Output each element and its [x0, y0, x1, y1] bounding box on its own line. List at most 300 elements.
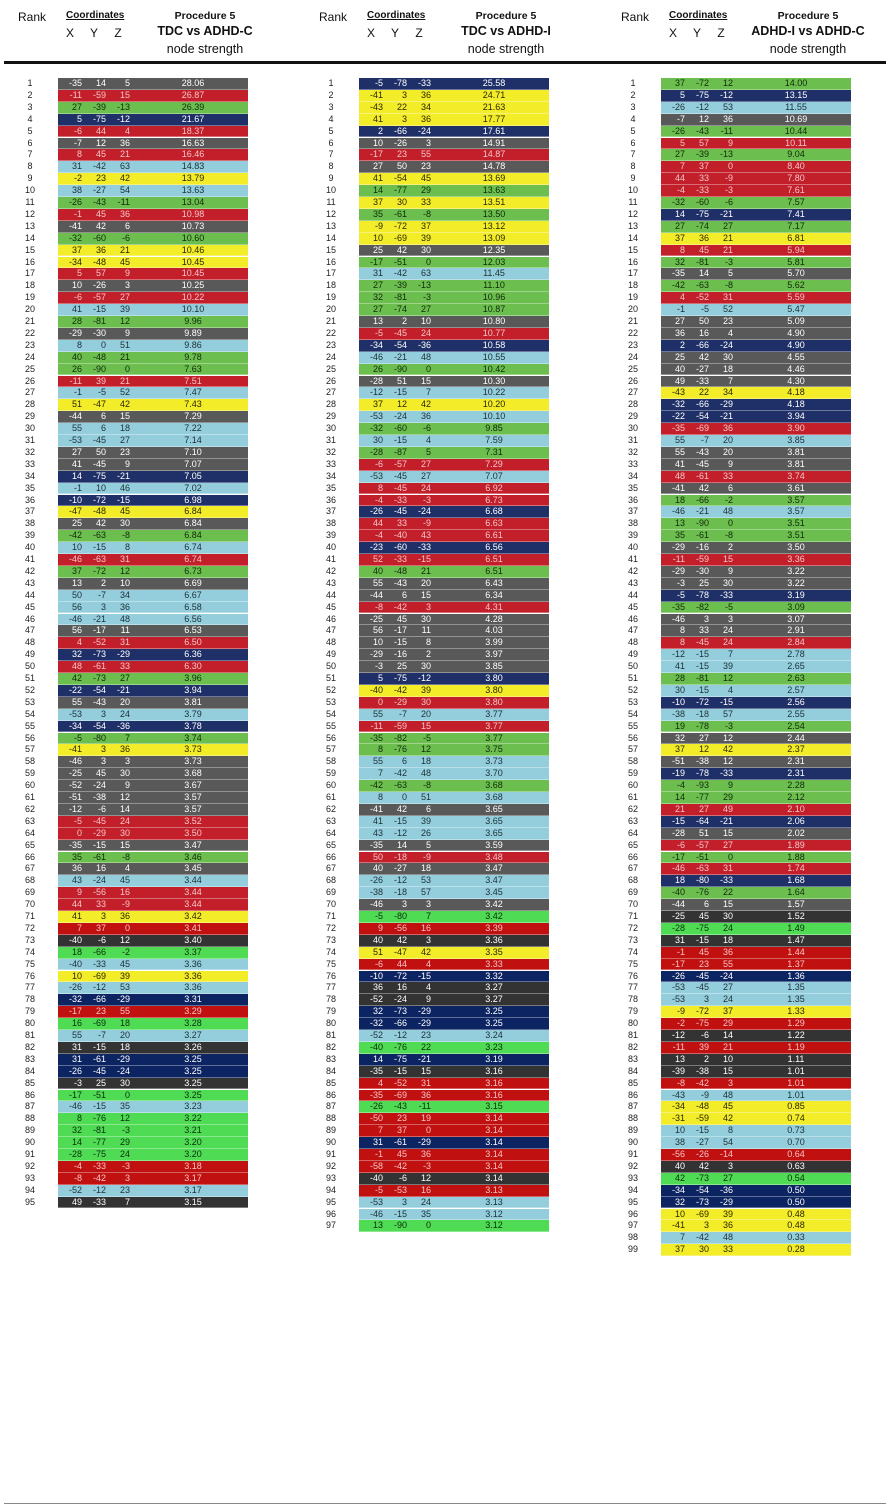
coord-x: -4 — [73, 1160, 82, 1171]
coord-y: -72 — [695, 78, 709, 88]
table-row — [301, 1197, 597, 1209]
node-strength-value: 3.50 — [184, 827, 202, 838]
table-row — [603, 733, 890, 745]
rank-cell: 21 — [627, 316, 638, 326]
coord-y: -53 — [393, 1184, 407, 1195]
rank-cell: 54 — [627, 708, 638, 719]
coord-x: -3 — [374, 661, 383, 672]
coord-y: -43 — [92, 696, 106, 707]
node-cell — [58, 435, 248, 447]
rank-cell: 25 — [325, 363, 336, 374]
node-strength-value: 5.47 — [787, 304, 805, 315]
table-row — [301, 1101, 597, 1113]
node-cell — [359, 1173, 549, 1185]
coord-z: 0 — [124, 922, 130, 933]
coord-y: 30 — [698, 1244, 709, 1255]
coord-y: 33 — [95, 899, 106, 910]
node-cell — [661, 1161, 851, 1173]
coord-y: -66 — [92, 946, 106, 957]
node-cell — [661, 114, 851, 126]
coord-z: 52 — [722, 304, 733, 315]
coord-x: -34 — [68, 720, 82, 731]
node-cell — [359, 447, 549, 459]
rank-cell: 19 — [24, 292, 35, 303]
coord-x: -46 — [369, 351, 383, 362]
coord-x: 8 — [377, 792, 383, 802]
coord-z: 0 — [425, 1125, 431, 1136]
node-strength-value: 4.46 — [787, 363, 805, 374]
coord-y: -64 — [695, 815, 709, 826]
table-row — [301, 649, 597, 661]
node-cell — [359, 685, 549, 697]
coord-z: -13 — [417, 280, 431, 291]
node-strength-value: 1.22 — [787, 1030, 805, 1040]
coord-x: 52 — [372, 554, 383, 564]
table-row — [0, 994, 296, 1006]
rank-cell: 77 — [627, 982, 638, 993]
coord-x: 7 — [377, 1125, 383, 1136]
rank-cell: 11 — [628, 197, 638, 207]
coord-z: 34 — [119, 589, 130, 600]
coord-y: -69 — [393, 1089, 407, 1100]
node-strength-value: 17.77 — [482, 113, 506, 124]
coord-y: -63 — [393, 780, 407, 791]
table-row — [603, 756, 890, 768]
coord-z: 27 — [722, 839, 733, 850]
coord-y: 50 — [698, 316, 709, 326]
node-cell — [58, 614, 248, 626]
coord-x: -32 — [671, 399, 685, 410]
coord-y: -73 — [393, 1006, 407, 1017]
coord-z: 24 — [722, 994, 733, 1005]
coord-y: -42 — [695, 1232, 709, 1243]
table-row — [301, 233, 597, 245]
rank-cell: 81 — [325, 1030, 336, 1040]
node-strength-value: 5.59 — [787, 292, 805, 303]
table-row — [301, 1078, 597, 1090]
node-cell — [661, 245, 851, 257]
table-row — [0, 268, 296, 280]
node-cell — [359, 173, 549, 185]
coord-y: -15 — [393, 815, 407, 826]
node-cell — [58, 744, 248, 756]
coord-y: -69 — [695, 423, 709, 434]
rank-cell: 62 — [24, 803, 35, 814]
rank-cell: 40 — [325, 542, 336, 553]
table-row — [301, 661, 597, 673]
coord-y: 23 — [698, 958, 709, 969]
rank-cell: 47 — [24, 625, 35, 636]
rank-cell: 38 — [24, 518, 35, 529]
node-strength-value: 6.50 — [184, 637, 202, 648]
node-cell — [58, 1161, 248, 1173]
coord-z: -13 — [719, 149, 733, 160]
coord-z: 11 — [421, 625, 431, 636]
coord-x: -32 — [671, 197, 685, 207]
node-strength-value: 3.45 — [485, 887, 503, 898]
rank-cell: 37 — [24, 506, 35, 517]
rank-cell: 23 — [325, 339, 336, 350]
node-cell — [359, 518, 549, 530]
node-strength-value: 13.15 — [784, 89, 808, 100]
table-row — [603, 495, 890, 507]
coord-x: -5 — [73, 815, 82, 826]
coord-x: 9 — [76, 887, 82, 898]
coord-x: -5 — [374, 1184, 383, 1195]
coord-x: 21 — [674, 803, 685, 814]
coord-z: 21 — [119, 351, 130, 362]
node-cell — [359, 209, 549, 221]
coord-x: -5 — [374, 78, 383, 88]
table-row — [301, 982, 597, 994]
coord-z: 24 — [119, 1149, 130, 1159]
rank-cell: 68 — [325, 875, 336, 886]
coord-z: 30 — [119, 518, 130, 529]
node-strength-value: 4.18 — [787, 399, 805, 410]
coord-x: 28 — [71, 316, 82, 326]
table-row — [0, 185, 296, 197]
coord-y: -26 — [695, 1149, 709, 1159]
coord-x: 5 — [679, 89, 685, 100]
coord-y: -30 — [695, 565, 709, 576]
node-strength-value: 3.37 — [184, 946, 202, 957]
node-cell — [58, 947, 248, 959]
node-cell — [58, 852, 248, 864]
node-cell — [359, 709, 549, 721]
coord-z: -6 — [724, 197, 733, 207]
table-panel — [301, 0, 597, 1511]
rank-cell: 44 — [24, 589, 35, 600]
table-row — [0, 780, 296, 792]
node-strength-value: 6.34 — [485, 589, 503, 600]
node-strength-value: 3.44 — [184, 875, 202, 886]
table-row — [0, 411, 296, 423]
node-strength-value: 2.78 — [787, 649, 805, 660]
table-row — [603, 1137, 890, 1149]
node-strength-value: 0.33 — [787, 1232, 805, 1243]
rank-header: Rank — [621, 10, 650, 24]
coord-z: 0 — [727, 518, 733, 529]
table-row — [0, 495, 296, 507]
table-row — [0, 173, 296, 185]
coord-z: 16 — [420, 1184, 431, 1195]
table-row — [0, 149, 296, 161]
node-strength-value: 0.50 — [787, 1196, 805, 1207]
rank-cell: 35 — [627, 482, 638, 493]
table-row — [0, 435, 296, 447]
table-row — [603, 971, 890, 983]
coord-y: -39 — [695, 149, 709, 160]
coord-y: -75 — [393, 1053, 407, 1064]
coord-x: 41 — [71, 458, 82, 469]
coord-z: 36 — [722, 946, 733, 957]
node-cell — [661, 387, 851, 399]
node-strength-value: 7.29 — [184, 411, 202, 422]
node-strength-value: 3.57 — [787, 494, 805, 505]
coord-y: 22 — [698, 387, 709, 398]
coord-x: 2 — [679, 339, 685, 350]
coord-y: 45 — [698, 911, 709, 921]
rank-cell: 75 — [627, 958, 638, 969]
node-strength-value: 6.73 — [485, 494, 503, 505]
rank-cell: 1 — [27, 78, 33, 88]
coord-x: -41 — [68, 744, 82, 755]
coord-z: -36 — [116, 720, 130, 731]
coord-x: -17 — [369, 256, 383, 267]
coord-y: 14 — [698, 268, 709, 279]
rank-cell: 83 — [24, 1053, 35, 1064]
node-strength-value: 10.98 — [181, 208, 205, 219]
coord-y: 45 — [95, 208, 106, 219]
rank-cell: 21 — [325, 316, 336, 326]
coord-z: 9 — [727, 780, 733, 791]
node-cell — [661, 518, 851, 530]
axis-header-x: X — [366, 26, 375, 40]
rank-cell: 28 — [24, 399, 35, 410]
node-strength-value: 2.55 — [787, 708, 805, 719]
rank-cell: 25 — [24, 363, 35, 374]
table-row — [301, 495, 597, 507]
coord-x: -28 — [369, 446, 383, 457]
coord-y: -15 — [92, 542, 106, 553]
coord-z: 12 — [420, 1172, 431, 1183]
coord-z: 24 — [722, 637, 733, 648]
node-cell — [359, 875, 549, 887]
coord-y: -78 — [695, 589, 709, 600]
rank-cell: 4 — [27, 113, 33, 124]
node-cell — [661, 1101, 851, 1113]
node-strength-value: 3.14 — [485, 1125, 503, 1136]
node-cell — [359, 1066, 549, 1078]
coord-y: -52 — [393, 1077, 407, 1088]
coord-z: 12 — [119, 316, 130, 326]
rank-cell: 9 — [630, 173, 636, 184]
coord-y: -27 — [695, 1137, 709, 1148]
node-cell — [359, 280, 549, 292]
node-strength-value: 3.22 — [787, 565, 805, 576]
node-cell — [661, 733, 851, 745]
rank-cell: 24 — [24, 351, 35, 362]
coord-z: -2 — [724, 494, 733, 505]
coord-z: 27 — [722, 220, 733, 231]
coord-z: 55 — [119, 1006, 130, 1017]
coord-z: 9 — [425, 994, 431, 1005]
node-strength-value: 21.67 — [181, 113, 205, 124]
coord-z: -21 — [116, 470, 130, 481]
coord-y: 39 — [95, 375, 106, 386]
coord-y: -81 — [393, 292, 407, 303]
node-strength-value: 3.42 — [485, 911, 503, 921]
coord-x: -26 — [369, 875, 383, 886]
coord-z: 42 — [119, 173, 130, 184]
coord-x: 10 — [372, 137, 383, 148]
node-strength-value: 3.17 — [184, 1172, 202, 1183]
rank-cell: 94 — [627, 1184, 638, 1195]
coord-y: 3 — [401, 899, 407, 910]
coord-x: -31 — [671, 1113, 685, 1124]
node-strength-value: 28.06 — [181, 78, 205, 88]
coord-y: -45 — [393, 327, 407, 338]
coord-z: 3 — [727, 613, 733, 624]
rank-cell: 14 — [325, 232, 336, 243]
coord-x: 36 — [71, 863, 82, 874]
node-strength-value: 3.36 — [184, 958, 202, 969]
table-row — [0, 1042, 296, 1054]
node-strength-value: 3.75 — [485, 744, 503, 755]
table-row — [0, 1018, 296, 1030]
coord-z: 4 — [425, 958, 431, 969]
rank-cell: 59 — [627, 768, 638, 779]
coord-x: 5 — [377, 673, 383, 683]
coord-z: -21 — [417, 1053, 431, 1064]
coord-x: -38 — [671, 708, 685, 719]
rank-cell: 17 — [325, 268, 336, 279]
coord-z: 14 — [722, 1030, 733, 1040]
coord-x: 0 — [377, 696, 383, 707]
table-row — [603, 1173, 890, 1185]
rank-cell: 88 — [24, 1113, 35, 1124]
coord-y: -42 — [695, 1077, 709, 1088]
rank-cell: 79 — [627, 1006, 638, 1017]
table-row — [0, 887, 296, 899]
node-cell — [58, 304, 248, 316]
rank-cell: 37 — [627, 506, 638, 517]
table-row — [0, 733, 296, 745]
node-cell — [58, 1054, 248, 1066]
coord-y: -72 — [393, 970, 407, 981]
coord-z: -8 — [724, 530, 733, 541]
coord-y: 57 — [95, 268, 106, 279]
rank-cell: 5 — [630, 125, 636, 136]
node-cell — [661, 126, 851, 138]
node-strength-value: 7.10 — [184, 446, 202, 457]
node-strength-value: 6.98 — [184, 494, 202, 505]
coord-y: 50 — [396, 161, 407, 172]
coord-z: 24 — [420, 327, 431, 338]
coord-z: 26 — [420, 827, 431, 838]
node-cell — [661, 721, 851, 733]
table-row — [603, 411, 890, 423]
table-row — [301, 1161, 597, 1173]
coord-x: -22 — [671, 411, 685, 422]
coord-y: -69 — [92, 1018, 106, 1029]
rank-cell: 45 — [627, 601, 638, 612]
node-cell — [58, 554, 248, 566]
rank-cell: 86 — [24, 1089, 35, 1100]
coord-y: -15 — [695, 649, 709, 660]
coord-x: -15 — [671, 815, 685, 826]
coord-y: -72 — [695, 1006, 709, 1017]
node-cell — [661, 471, 851, 483]
rank-cell: 92 — [627, 1160, 638, 1171]
coord-y: -59 — [393, 720, 407, 731]
coord-z: -8 — [121, 530, 130, 541]
coord-y: -63 — [695, 280, 709, 291]
coord-z: 36 — [119, 137, 130, 148]
coord-x: 28 — [674, 673, 685, 683]
coord-x: 14 — [674, 208, 685, 219]
node-cell — [661, 852, 851, 864]
coord-y: -45 — [393, 470, 407, 481]
node-strength-value: 3.61 — [787, 482, 805, 493]
coord-x: -46 — [68, 613, 82, 624]
coord-x: -5 — [73, 732, 82, 743]
table-row — [603, 114, 890, 126]
node-cell — [58, 1173, 248, 1185]
coord-x: -1 — [374, 1149, 383, 1159]
node-strength-value: 5.94 — [787, 244, 805, 255]
coord-z: 36 — [119, 601, 130, 612]
coord-z: 33 — [722, 470, 733, 481]
node-cell — [661, 602, 851, 614]
node-cell — [58, 1125, 248, 1137]
coord-x: -10 — [68, 494, 82, 505]
coord-x: -35 — [671, 423, 685, 434]
coord-x: -40 — [671, 887, 685, 898]
node-strength-value: 11.10 — [483, 280, 505, 291]
coord-y: -54 — [393, 339, 407, 350]
coord-y: -90 — [695, 518, 709, 529]
coord-z: 30 — [420, 696, 431, 707]
coord-z: -33 — [719, 589, 733, 600]
coord-x: 51 — [71, 399, 82, 410]
coord-y: 42 — [698, 482, 709, 493]
coord-x: -7 — [676, 113, 685, 124]
coord-x: -17 — [671, 851, 685, 862]
coord-z: -8 — [422, 780, 431, 791]
table-row — [603, 947, 890, 959]
coord-y: 27 — [698, 803, 709, 814]
node-strength-value: 10.44 — [784, 125, 808, 136]
table-row — [301, 364, 597, 376]
node-strength-value: 3.42 — [485, 899, 503, 910]
node-cell — [58, 625, 248, 637]
coord-y: -43 — [92, 197, 106, 207]
node-cell — [661, 1232, 851, 1244]
coord-y: -45 — [695, 458, 709, 469]
node-strength-value: 10.11 — [785, 137, 807, 148]
node-strength-value: 3.65 — [485, 815, 503, 826]
coord-y: -40 — [393, 530, 407, 541]
node-cell — [359, 1054, 549, 1066]
node-cell — [359, 578, 549, 590]
rank-cell: 14 — [24, 232, 35, 243]
coord-y: -15 — [695, 1125, 709, 1136]
coord-x: 40 — [674, 363, 685, 374]
coord-z: -24 — [417, 506, 431, 517]
coord-y: -48 — [92, 506, 106, 517]
node-strength-value: 3.07 — [787, 613, 805, 624]
coord-y: -51 — [92, 1089, 106, 1100]
table-row — [301, 1209, 597, 1221]
node-strength-value: 13.50 — [482, 208, 506, 219]
node-cell — [359, 566, 549, 578]
coord-y: -7 — [700, 435, 709, 445]
node-strength-value: 7.63 — [184, 363, 202, 374]
rank-cell: 72 — [24, 922, 35, 933]
node-strength-value: 0.54 — [787, 1172, 805, 1183]
coord-z: 37 — [420, 220, 431, 231]
rank-cell: 78 — [627, 994, 638, 1005]
coord-x: -5 — [374, 911, 383, 921]
table-row — [301, 994, 597, 1006]
table-row — [0, 804, 296, 816]
node-strength-value: 6.56 — [184, 613, 202, 624]
coord-z: -21 — [719, 411, 733, 422]
coord-x: -10 — [671, 696, 685, 707]
table-row — [603, 780, 890, 792]
coord-z: 4 — [124, 863, 130, 874]
